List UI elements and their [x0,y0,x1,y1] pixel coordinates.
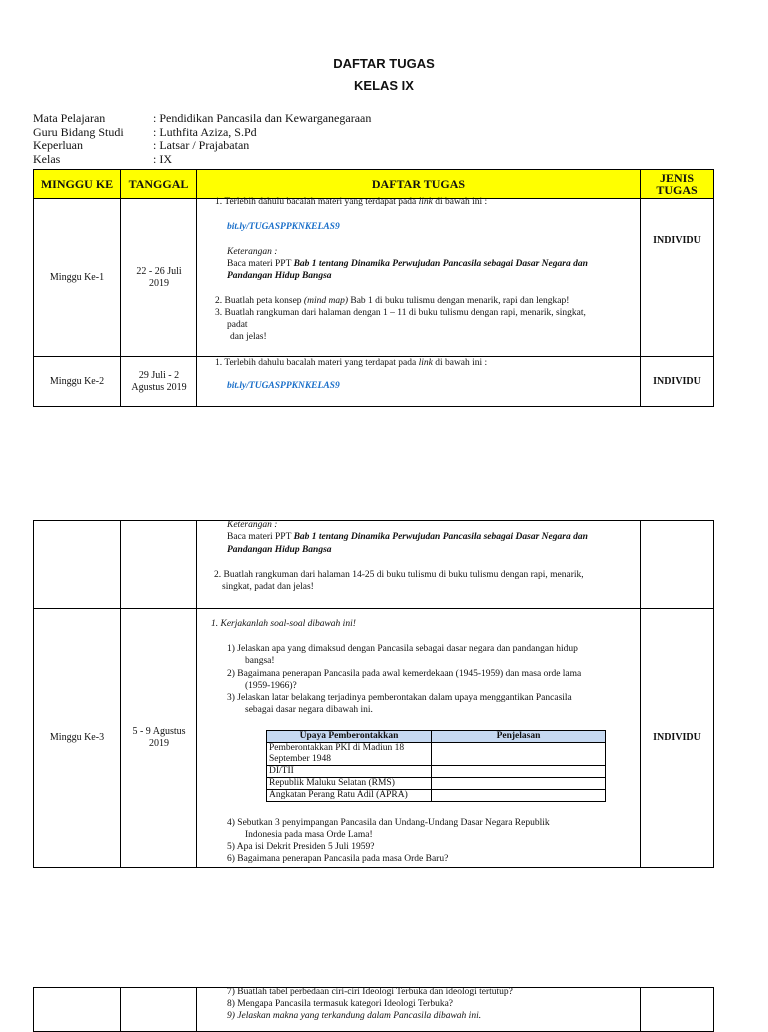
table-cell: Angkatan Perang Ratu Adil (APRA) [267,790,432,802]
meta-row [33,139,371,153]
table-header-cell: Upaya Pemberontakkan [267,731,432,743]
question: 4) Sebutkan 3 penyimpangan Pancasila dan Undang-Undang Dasar Negara Republik [227,818,550,828]
week-2-date: 29 Juli - 2 Agustus 2019 [131,370,187,393]
task-line: Baca materi PPT Bab 1 tentang Dinamika Perwujudan Pancasila sebagai Dasar Negara dan [227,259,588,269]
task-link[interactable]: bit.ly/TUGASPPKNKELAS9 [227,222,340,232]
header-minggu: MINGGU KE [34,170,120,198]
question: 7) Buatlah tabel perbedaan ciri-ciri Ideologi Terbuka dan ideologi tertutup? [227,987,513,997]
week-1-date: 22 - 26 Juli 2019 [136,265,182,289]
question: 8) Mengapa Pancasila termasuk kategori Ideologi Terbuka? [227,999,454,1009]
task-line: padat [227,320,248,330]
week-1-type: INDIVIDU [653,235,701,246]
meta-label: Kelas [33,151,61,166]
task-line: 3. Buatlah rangkuman dari halaman dengan 1 – 11 di buku tulismu dengan rapi, menarik, singkat, [215,308,586,318]
question: 9) Jelaskan makna yang terkandung dalam Pancasila dibawah ini. [227,1011,482,1021]
table-cell: Pemberontakkan PKI di Madiun 18 September 1948 [267,743,432,766]
task-line: Pandangan Hidup Bangsa [227,271,332,281]
header-daftar-tugas: DAFTAR TUGAS [197,170,640,198]
question: 1) Jelaskan apa yang dimaksud dengan Pancasila sebagai dasar negara dan pandangan hidup [227,644,578,654]
task-line: 2. Buatlah rangkuman dari halaman 14-25 di buku tulismu di buku tulismu dengan rapi, menarik, [214,570,584,580]
rebellion-table [266,730,606,802]
task-line: 1. Terlebih dahulu bacalah materi yang terdapat pada link di bawah ini : [215,358,488,368]
meta-value: : Latsar / Prajabatan [153,138,250,152]
task-line: 1. Kerjakanlah soal-soal dibawah ini! [211,619,356,629]
meta-row [33,112,371,126]
question: 3) Jelaskan latar belakang terjadinya pemberontakan dalam upaya menggantikan Pancasila [227,693,572,703]
task-line: Baca materi PPT Bab 1 tentang Dinamika Perwujudan Pancasila sebagai Dasar Negara dan [227,532,588,542]
task-line: singkat, padat dan jelas! [222,582,314,592]
task-line: 2. Buatlah peta konsep (mind map) Bab 1 di buku tulismu dengan menarik, rapi dan lengkap! [215,296,570,306]
meta-value: : Luthfita Aziza, S.Pd [153,124,257,139]
question: 6) Bagaimana penerapan Pancasila pada masa Orde Baru? [227,854,449,864]
task-line: Pandangan Hidup Bangsa [227,545,332,555]
table-cell: Republik Maluku Selatan (RMS) [267,778,432,790]
question: (1959-1966)? [245,681,297,691]
meta-row [33,153,371,167]
question: Indonesia pada masa Orde Lama! [245,830,373,840]
meta-value: : IX [153,151,172,166]
table-header-cell: Penjelasan [432,731,606,743]
table-row [267,790,606,802]
week-3-date: 5 - 9 Agustus 2019 [132,726,186,749]
document-title: DAFTAR TUGAS [333,56,435,71]
week-2-type: INDIVIDU [653,376,701,387]
table-cell-empty [432,790,606,802]
meta-label: Guru Bidang Studi [33,124,124,139]
week-1-label: Minggu Ke-1 [49,271,105,283]
task-link[interactable]: bit.ly/TUGASPPKNKELAS9 [227,381,340,391]
table-cell-empty [432,766,606,778]
table-cell-empty [432,743,606,766]
table-row [267,766,606,778]
task-line: dan jelas! [230,332,267,342]
meta-row [33,126,371,140]
week-3-label: Minggu Ke-3 [49,732,105,743]
table-header-row [267,731,606,743]
meta-value: : Pendidikan Pancasila dan Kewarganegaraan [153,111,372,125]
meta-label: Keperluan [33,138,83,152]
table-row [267,743,606,766]
keterangan-label: Keterangan : [227,247,278,257]
question: sebagai dasar negara dibawah ini. [245,705,373,715]
header-jenis-tugas: JENIS TUGAS [641,170,713,198]
keterangan-label: Keterangan : [227,520,278,530]
week-2-label: Minggu Ke-2 [49,376,105,387]
question: 2) Bagaimana penerapan Pancasila pada awal kemerdekaan (1945-1959) dan masa orde lama [227,669,582,679]
meta-label: Mata Pelajaran [33,111,106,125]
table-cell: DI/TII [267,766,432,778]
table-row [267,778,606,790]
question: bangsa! [245,656,275,666]
week-3-type: INDIVIDU [653,732,701,743]
task-line: 1. Terlebih dahulu bacalah materi yang terdapat pada link di bawah ini : [215,197,488,207]
document-subtitle: KELAS IX [354,78,414,93]
table-cell-empty [432,778,606,790]
question: 5) Apa isi Dekrit Presiden 5 Juli 1959? [227,842,375,852]
header-tanggal: TANGGAL [121,170,196,198]
meta-block [33,112,371,166]
